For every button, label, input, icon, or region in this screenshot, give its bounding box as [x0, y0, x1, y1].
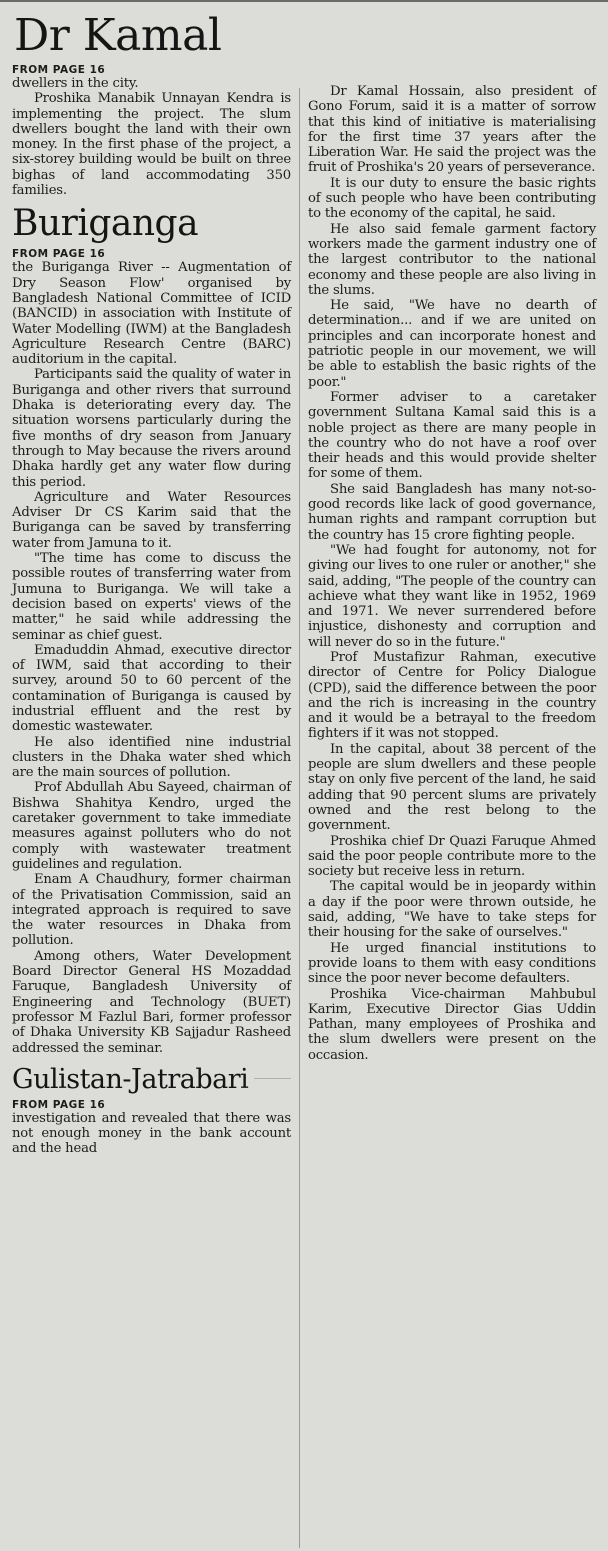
- paragraph: He urged financial institutions to provide loans to them with easy conditions since the poor never become defaulters.: [308, 940, 596, 987]
- jump-line: FROM PAGE 16: [12, 248, 106, 261]
- column-divider: [299, 88, 300, 1548]
- paragraph: It is our duty to ensure the basic rights of such people who have been contributing to the economy of the capital, he said.: [308, 175, 596, 222]
- paragraph: He also said female garment factory workers made the garment industry one of the largest contributor to the national economy and these people are also living in the slums.: [308, 221, 596, 298]
- headline-rule: [254, 1078, 291, 1079]
- jump-line: FROM PAGE 16: [12, 64, 106, 76]
- paragraph: Emaduddin Ahmad, executive director of IWM, said that according to their survey, around 50 to 60 percent of the contamination of Buriganga is caused by industrial effluent and the rest by domestic wastewater.: [12, 642, 291, 735]
- paragraph: Former adviser to a caretaker government Sultana Kamal said this is a noble project as there are many people in the country who do not have a roof over their heads and this would provide shelter for some of them.: [308, 389, 596, 482]
- paragraph: Enam A Chaudhury, former chairman of the Privatisation Commission, said an integrated approach is required to save the water resources in Dhaka from pollution.: [12, 872, 291, 949]
- paragraph: The capital would be in jeopardy within a day if the poor were thrown outside, he said, adding, "We have to take steps for their housing for the sake of ourselves.": [308, 879, 596, 941]
- paragraph: Proshika Manabik Unnayan Kendra is implementing the project. The slum dwellers bought the land with their own money. In the first phase of the project, a six-storey building would be built on three bighas of land accommodating 350 families.: [12, 91, 291, 199]
- paragraph: Proshika Vice-chairman Mahbubul Karim, Executive Director Gias Uddin Pathan, many employees of Proshika and the slum dwellers were present on the occasion.: [308, 986, 596, 1063]
- paragraph: Prof Abdullah Abu Sayeed, chairman of Bishwa Shahitya Kendro, urged the caretaker government to take immediate measures against polluters who do not comply with wastewater treatment guidelines and regulation.: [12, 780, 291, 872]
- headline-gulistan-jatrabari: Gulistan-Jatrabari: [12, 1063, 249, 1095]
- paragraph: dwellers in the city.: [12, 76, 139, 91]
- paragraph: Agriculture and Water Resources Adviser Dr CS Karim said that the Buriganga can be saved by transferring water from Jamuna to it.: [12, 489, 291, 551]
- paragraph: Dr Kamal Hossain, also president of Gono Forum, said it is a matter of sorrow that this kind of initiative is materialising for the first time 37 years after the Liberation War. He said the project was the fruit of Proshika's 20 years of perseverance.: [308, 84, 596, 176]
- paragraph: the Buriganga River -- Augmentation of Dry Season Flow' organised by Bangladesh National Committee of ICID (BANCID) in association with Institute of Water Modelling (IWM) at the Bangladesh Agriculture Research Centre (BARC) auditorium in the capital.: [12, 260, 291, 368]
- right-column: [308, 84, 596, 1063]
- paragraph: Among others, Water Development Board Director General HS Mozaddad Faruque, Bangladesh University of Engineering and Technology (BUET) professor M Fazlul Bari, former professor of Dhaka University KB Sajjadur Rasheed addressed the seminar.: [12, 948, 291, 1056]
- headline-dr-kamal: Dr Kamal: [14, 10, 222, 61]
- paragraph: investigation and revealed that there was not enough money in the bank account and the head: [12, 1110, 291, 1157]
- headline-buriganga: Buriganga: [12, 203, 199, 245]
- left-column: [12, 0, 291, 1157]
- paragraph: He also identified nine industrial clusters in the Dhaka water shed which are the main sources of pollution.: [12, 734, 291, 781]
- paragraph: "We had fought for autonomy, not for giving our lives to one ruler or another," she said, adding, "The people of the country can achieve what they want like in 1952, 1969 and 1971. We never surrendered before injustice, dishonesty and corruption and will never do so in the future.": [308, 542, 596, 650]
- paragraph: She said Bangladesh has many not-so-good records like lack of good governance, human rights and rampant corruption but the country has 15 crore fighting people.: [308, 481, 596, 543]
- paragraph: He said, "We have no dearth of determination... and if we are united on principles and can incorporate honest and patriotic people in our movement, we will be able to establish the basic rights of the poor.": [308, 298, 596, 390]
- paragraph: Participants said the quality of water in Buriganga and other rivers that surround Dhaka is deteriorating every day. The situation worsens particularly during the five months of dry season from January through to May because the rivers around Dhaka hardly get any water flow during this period.: [12, 367, 291, 490]
- paragraph: "The time has come to discuss the possible routes of transferring water from Jumuna to Buriganga. We will take a decision based on experts' views of the matter," he said while addressing the seminar as chief guest.: [12, 551, 291, 643]
- paragraph: Prof Mustafizur Rahman, executive director of Centre for Policy Dialogue (CPD), said the difference between the poor and the rich is increasing in the country and it would be a betrayal to the freedom fighters if it was not stopped.: [308, 649, 596, 742]
- jump-line: FROM PAGE 16: [12, 1098, 106, 1111]
- paragraph: Proshika chief Dr Quazi Faruque Ahmed said the poor people contribute more to the society but receive less in return.: [308, 833, 596, 880]
- headline-row: [12, 1056, 291, 1093]
- paragraph: In the capital, about 38 percent of the people are slum dwellers and these people stay on only five percent of the land, he said adding that 90 percent slums are privately owned and the rest belong to the government.: [308, 741, 596, 834]
